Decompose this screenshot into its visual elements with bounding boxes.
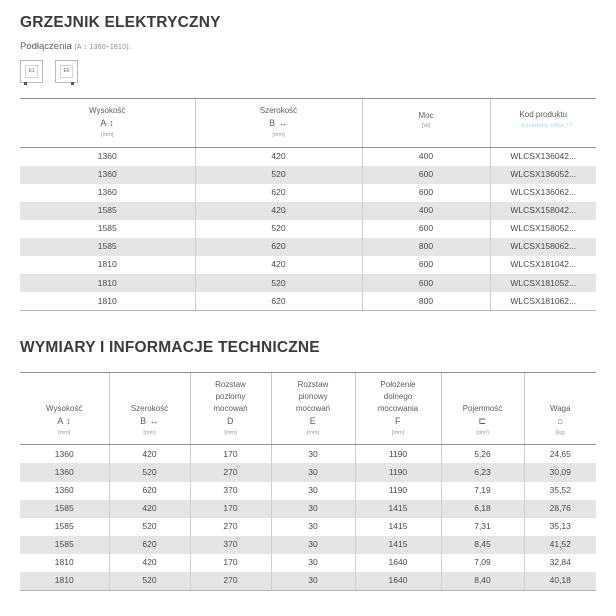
table-cell: 520 (195, 220, 362, 238)
table-cell: 420 (109, 554, 190, 572)
table-row (20, 184, 596, 202)
col-header-unit: [dm³] (476, 429, 489, 436)
table-cell: 1810 (20, 292, 195, 311)
page-title: GRZEJNIK ELEKTRYCZNY (20, 14, 221, 31)
table-cell: 1585 (97, 223, 117, 234)
table-cell: 5,26 (441, 445, 524, 464)
table-row (20, 256, 596, 274)
table-cell: 600 (362, 220, 490, 238)
table-cell: 170 (190, 445, 271, 464)
col-header-product-code: Kod produktu ... Konkretny, infos, !? (490, 99, 596, 148)
table-row (20, 500, 596, 518)
table-cell: 1360 (54, 448, 74, 459)
table-cell: 1585 (54, 521, 74, 532)
table-row (20, 536, 596, 554)
connections-label: Podłączenia (20, 41, 72, 52)
col-header-7: Waga ⌂ [kg] (524, 373, 596, 445)
table-row (20, 463, 596, 481)
connections-range: (A ↕ 1360÷1810): (74, 44, 131, 51)
col-header-unit: [mm] (306, 429, 320, 436)
table-cell: 600 (362, 274, 490, 292)
table-cell: 1190 (355, 482, 441, 500)
table-row (20, 482, 596, 500)
table-cell: 28,76 (524, 500, 596, 518)
dimensions-table (20, 372, 596, 591)
table-row (20, 166, 596, 184)
product-code-cell[interactable]: WLCSX136042... (490, 147, 596, 166)
connection-variant-label: E1 (25, 65, 38, 78)
col-header-2: Szerokość B ↔ [mm] (109, 373, 190, 445)
table-row (20, 147, 596, 166)
table-cell: 420 (195, 147, 362, 166)
col-header-unit: [mm] (224, 429, 237, 436)
table-cell: 1810 (97, 259, 117, 270)
table-cell: 270 (190, 518, 271, 536)
table-cell: 520 (109, 463, 190, 481)
connection-pipe-nub-icon (71, 82, 74, 85)
table-cell: 800 (362, 238, 490, 256)
table-cell: 600 (362, 166, 490, 184)
table-cell: 170 (190, 554, 271, 572)
product-code-cell[interactable]: WLCSX181062... (490, 292, 596, 311)
table-cell: 620 (195, 292, 362, 311)
col-header-unit: [mm] (143, 429, 156, 436)
table-cell: 1415 (355, 536, 441, 554)
dimensions-table-header-row (20, 373, 596, 445)
col-header-unit: [mm] (58, 429, 71, 436)
table-cell: 600 (362, 256, 490, 274)
col-header-symbol: D (227, 416, 234, 427)
table-cell: 1415 (355, 500, 441, 518)
table-cell: 1585 (20, 500, 109, 518)
dimensions-table-wrap (20, 372, 596, 591)
table-cell: 30 (271, 463, 355, 481)
power-table-header-row (20, 99, 596, 148)
table-cell: 1810 (20, 572, 109, 591)
col-header-3: Rozstaw poziomy mocowań D [mm] (190, 373, 271, 445)
connection-variant-e6-icon[interactable] (55, 60, 78, 83)
col-header-1: Wysokość A ↕ [mm] (20, 373, 109, 445)
table-cell: 6,18 (441, 500, 524, 518)
product-code-cell[interactable]: WLCSX158052... (490, 220, 596, 238)
table-cell: 1415 (355, 518, 441, 536)
table-cell: 1585 (20, 536, 109, 554)
table-row (20, 274, 596, 292)
connection-pipe-nub-icon (24, 82, 27, 85)
col-header-symbol: E (309, 416, 317, 427)
table-cell: 270 (190, 463, 271, 481)
col-header-symbol: F (395, 416, 401, 427)
table-cell: 7,31 (441, 518, 524, 536)
table-cell: 30 (271, 554, 355, 572)
table-cell: 1640 (355, 554, 441, 572)
col-header-unit: [mm] (391, 429, 405, 436)
table-cell: 35,13 (524, 518, 596, 536)
table-cell: 6,23 (441, 463, 524, 481)
col-header-symbol: B ↔ (140, 416, 159, 427)
table-cell: 370 (190, 536, 271, 554)
table-cell: 1360 (54, 485, 74, 495)
table-cell: 1190 (355, 445, 441, 464)
table-cell: 1810 (54, 557, 74, 568)
table-row (20, 572, 596, 591)
product-code-cell[interactable]: WLCSX181052... (490, 274, 596, 292)
connection-variant-e1-icon[interactable] (20, 60, 43, 83)
col-header-6: Pojemność ⊏ [dm³] (441, 373, 524, 445)
table-cell: 8,40 (441, 572, 524, 591)
table-cell: 1360 (20, 166, 195, 184)
power-table-body (20, 147, 596, 310)
product-code-info-link[interactable]: ... Konkretny, infos, !? (514, 122, 573, 129)
table-cell: 1360 (97, 151, 117, 162)
table-cell: 40,18 (524, 572, 596, 591)
table-cell: 1810 (20, 274, 195, 292)
table-row (20, 445, 596, 464)
table-cell: 370 (190, 482, 271, 500)
table-cell: 1360 (20, 463, 109, 481)
table-cell: 30 (271, 482, 355, 500)
table-cell: 420 (195, 202, 362, 220)
table-cell: 32,84 (524, 554, 596, 572)
table-row (20, 292, 596, 311)
power-table-head (20, 99, 596, 148)
col-header-symbol: ⊏ (478, 416, 487, 427)
table-cell: 35,52 (524, 482, 596, 500)
col-header-power: Moc [W] (362, 99, 490, 148)
table-cell: 30 (271, 445, 355, 464)
table-cell: 620 (195, 184, 362, 202)
table-cell: 24,65 (524, 445, 596, 464)
connection-icon-group (20, 60, 596, 83)
table-cell: 30 (271, 536, 355, 554)
table-cell: 7,09 (441, 554, 524, 572)
table-cell: 620 (195, 238, 362, 256)
table-cell: 400 (362, 147, 490, 166)
table-cell: 420 (109, 445, 190, 464)
col-header-width: Szerokość B ↔ [mm] (195, 99, 362, 148)
product-code-cell[interactable]: WLCSX158042... (490, 202, 596, 220)
table-cell: 41,52 (524, 536, 596, 554)
product-code-cell[interactable]: WLCSX158062... (490, 238, 596, 256)
table-row (20, 238, 596, 256)
dimensions-table-head (20, 373, 596, 445)
table-cell: 400 (362, 202, 490, 220)
table-cell: 270 (190, 572, 271, 591)
table-cell: 1360 (97, 187, 117, 198)
col-header-height: Wysokość A ↕ [mm] (20, 99, 195, 148)
table-row (20, 554, 596, 572)
table-cell: 170 (190, 500, 271, 518)
power-table-wrap (20, 98, 596, 311)
table-cell: 1190 (355, 463, 441, 481)
dimensions-table-body (20, 445, 596, 590)
table-cell: 620 (109, 482, 190, 500)
table-cell: 8,45 (441, 536, 524, 554)
power-table (20, 98, 596, 311)
table-cell: 420 (109, 500, 190, 518)
table-cell: 1640 (355, 572, 441, 591)
table-cell: 30 (271, 572, 355, 591)
section-title-dimensions: WYMIARY I INFORMACJE TECHNICZNE (20, 339, 320, 357)
table-cell: 520 (109, 518, 190, 536)
col-header-unit: [kg] (555, 429, 565, 436)
table-cell: 30 (271, 518, 355, 536)
table-row (20, 518, 596, 536)
col-header-symbol: A ↕ (57, 416, 72, 427)
table-cell: 600 (362, 184, 490, 202)
product-code-cell[interactable]: WLCSX136062... (490, 184, 596, 202)
col-header-4: Rozstaw pionowy mocowań E [mm] (271, 373, 355, 445)
table-cell: 520 (109, 572, 190, 591)
table-cell: 620 (109, 536, 190, 554)
connections-subtitle (20, 41, 596, 52)
table-cell: 30,09 (524, 463, 596, 481)
col-header-symbol: ⌂ (557, 416, 564, 427)
table-cell: 800 (362, 292, 490, 311)
table-cell: 7,19 (441, 482, 524, 500)
product-code-cell[interactable]: WLCSX136052... (490, 166, 596, 184)
table-cell: 520 (195, 166, 362, 184)
table-cell: 30 (271, 500, 355, 518)
table-row (20, 202, 596, 220)
product-code-cell[interactable]: WLCSX181042... (490, 256, 596, 274)
table-row (20, 220, 596, 238)
col-header-5: Położenie dolnego mocowania F [mm] (355, 373, 441, 445)
table-cell: 1585 (20, 238, 195, 256)
table-cell: 520 (195, 274, 362, 292)
table-cell: 1585 (20, 202, 195, 220)
table-cell: 420 (195, 256, 362, 274)
connection-variant-label: E6 (60, 65, 73, 78)
